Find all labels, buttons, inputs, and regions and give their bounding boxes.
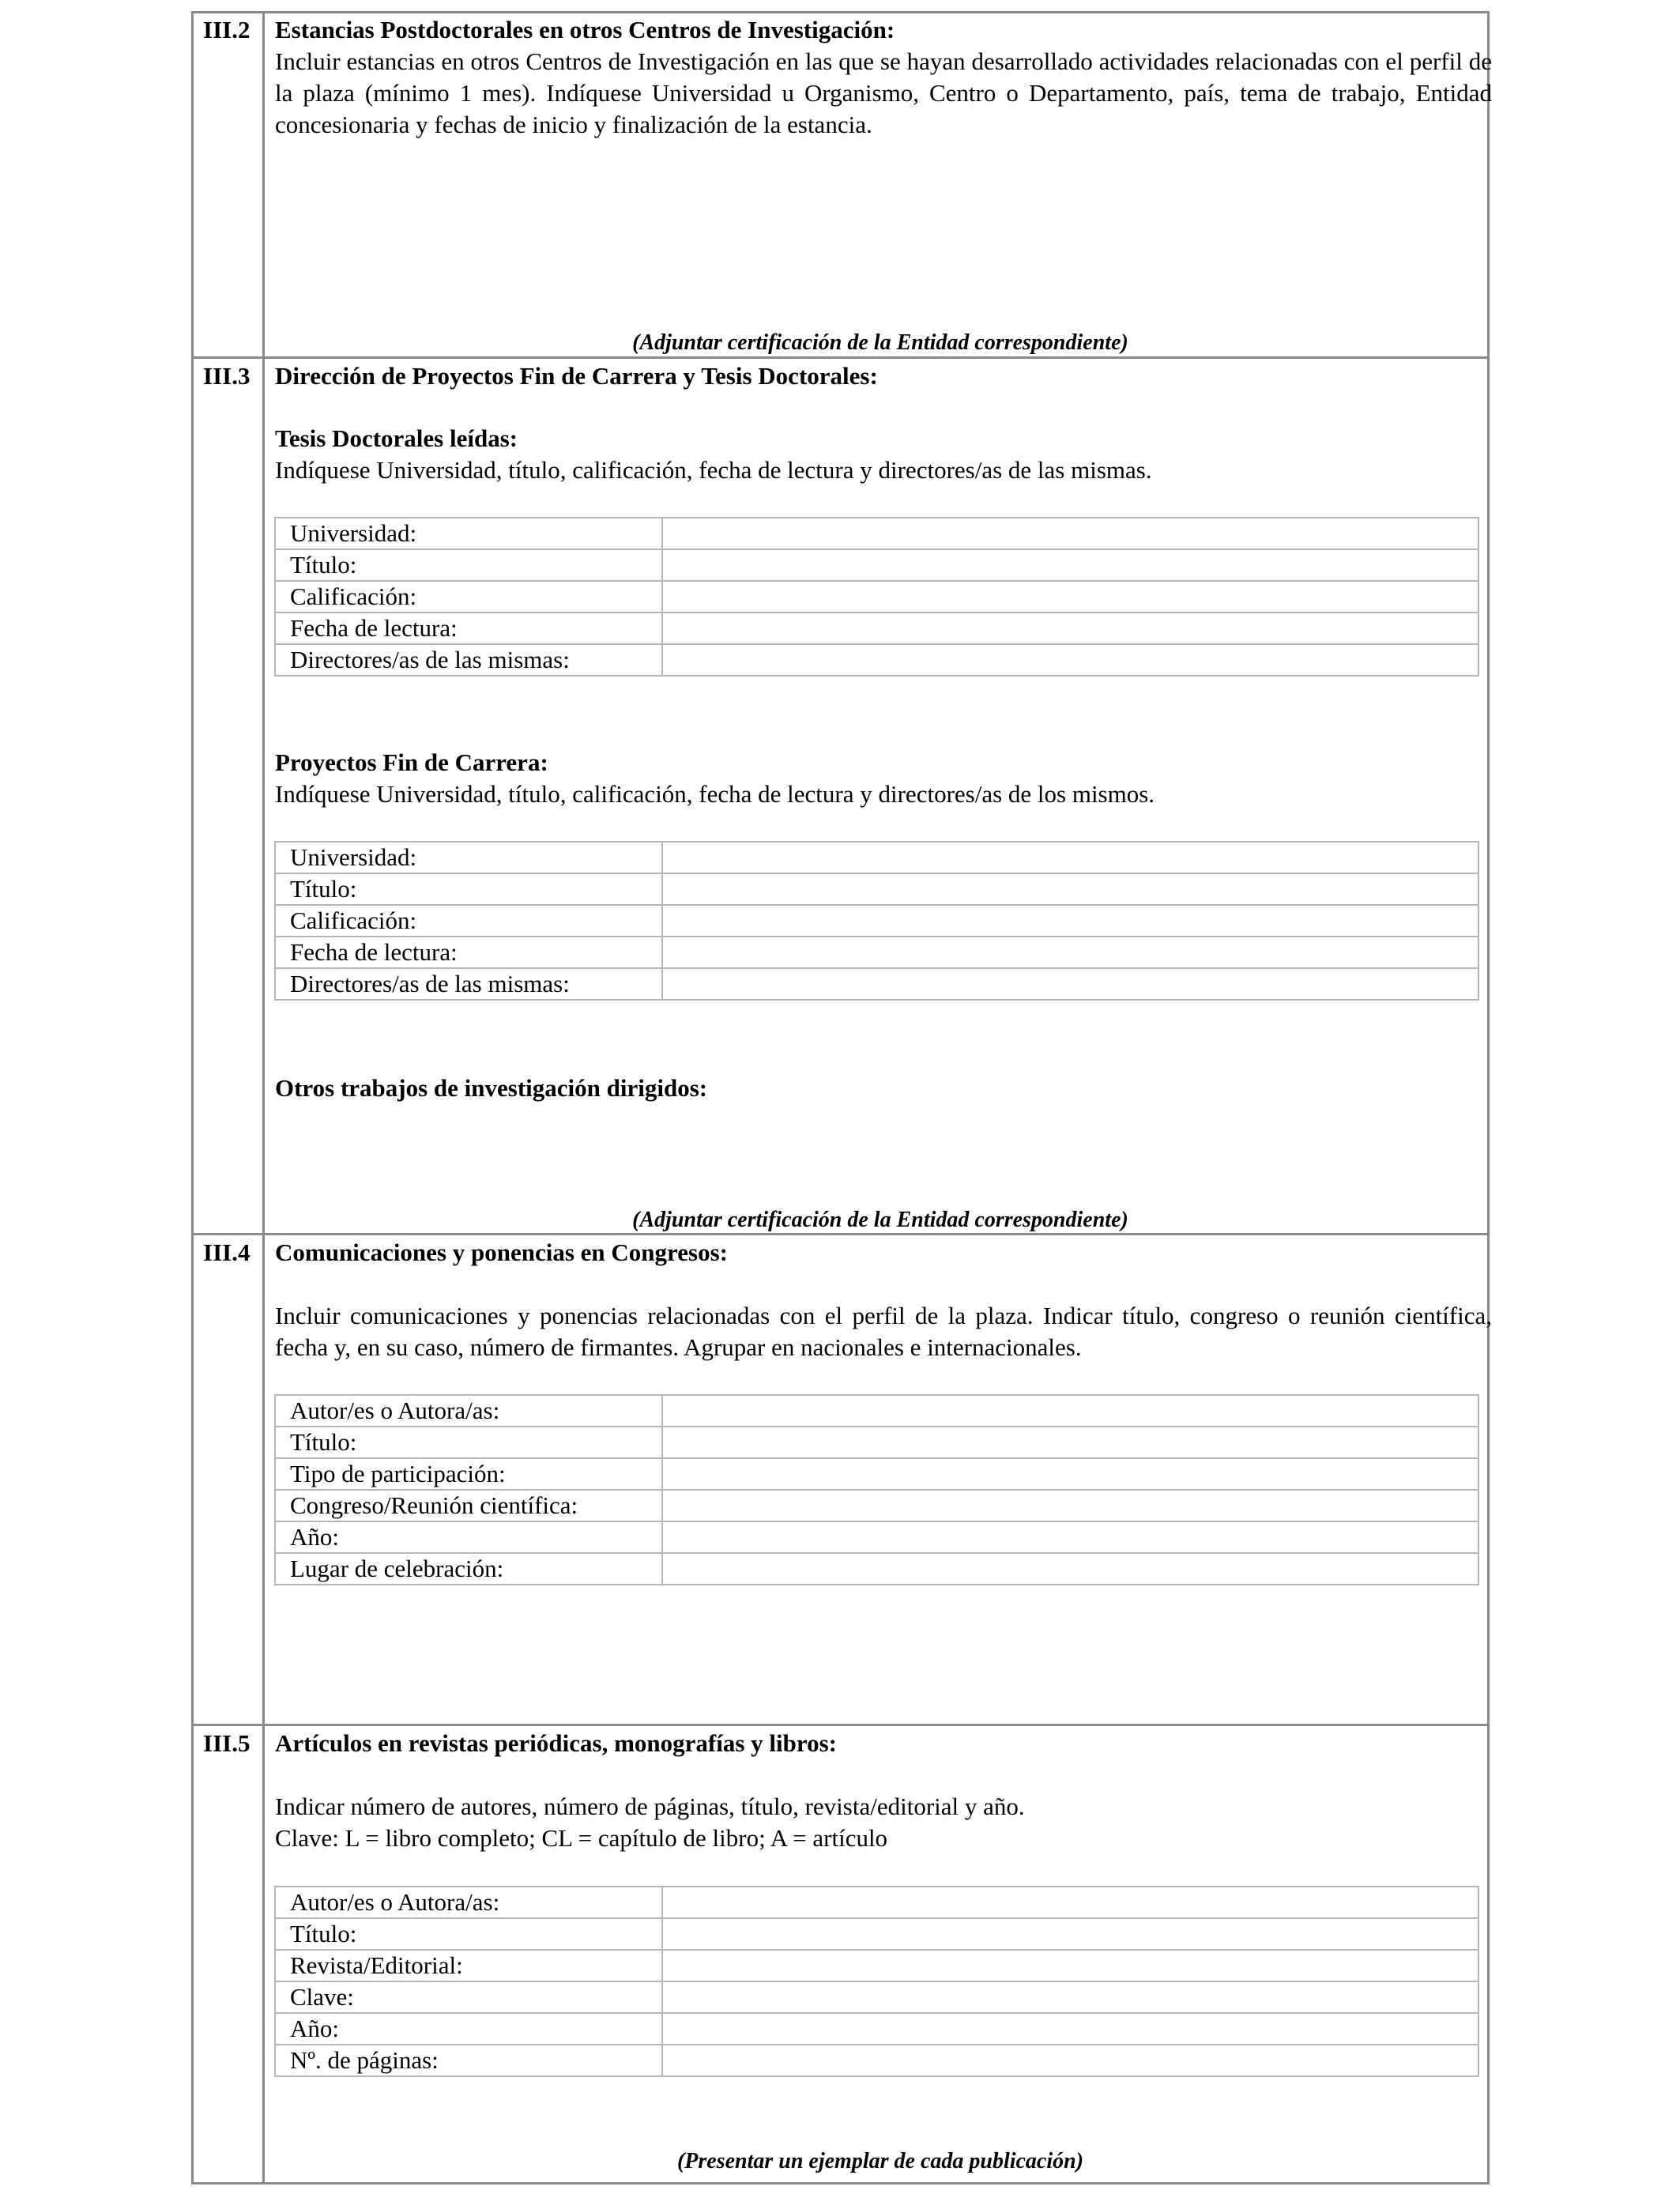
table-bottom-border [191,2182,1490,2185]
table-row [275,1490,1478,1521]
field-label: Universidad: [275,518,662,549]
field-value[interactable] [662,1918,1478,1950]
field-value[interactable] [662,1981,1478,2013]
table-row [275,1395,1478,1427]
section-iii2-description: Incluir estancias en otros Centros de Investigación en las que se hayan desarrollado actividades relacionadas con el perfil de la plaza (mínimo 1 mes). Indíquese Universidad u Organismo, Centro o Departamento, país, tema de trabajo, Entidad concesionaria y fechas de inicio y finalización de la estancia. [275,47,1492,138]
table-row [275,873,1478,905]
field-value[interactable] [662,1427,1478,1458]
proyectos-title: Proyectos Fin de Carrera: [275,748,548,776]
table-row [275,1458,1478,1490]
table-row [275,905,1478,937]
table-row [275,1950,1478,1981]
table-row [275,1521,1478,1553]
field-value[interactable] [662,1458,1478,1490]
section-iii5-header [275,1728,1492,1759]
section-iii2-body [275,14,1492,141]
field-label: Título: [275,549,662,581]
section-number-iii2: III.2 [203,16,250,43]
table-row [275,518,1478,549]
field-label: Título: [275,1427,662,1458]
field-label: Directores/as de las mismas: [275,968,662,1000]
section-iii3-title: Dirección de Proyectos Fin de Carrera y Tesis Doctorales: [275,362,878,390]
field-label: Directores/as de las mismas: [275,644,662,676]
table-row [275,842,1478,873]
otros-block [275,1072,1492,1104]
section-iii5-note: (Presentar un ejemplar de cada publicación) [676,2149,1084,2173]
field-label: Revista/Editorial: [275,1950,662,1981]
otros-title: Otros trabajos de investigación dirigidos: [275,1074,708,1102]
field-value[interactable] [662,905,1478,937]
field-value[interactable] [662,1521,1478,1553]
table-row [275,581,1478,613]
field-value[interactable] [662,2045,1478,2076]
table-row [275,1918,1478,1950]
field-label: Universidad: [275,842,662,873]
field-value[interactable] [662,968,1478,1000]
proyectos-description: Indíquese Universidad, título, calificación, fecha de lectura y directores/as de los mismos. [275,780,1155,808]
table-top-border [191,11,1490,13]
field-label: Congreso/Reunión científica: [275,1490,662,1521]
field-label: Clave: [275,1981,662,2013]
row-divider-iii5 [191,1724,1490,1726]
field-label: Autor/es o Autora/as: [275,1887,662,1918]
section-iii5-title: Artículos en revistas periódicas, monografías y libros: [275,1729,837,1757]
field-value[interactable] [662,873,1478,905]
tesis-title: Tesis Doctorales leídas: [275,424,518,452]
field-label: Título: [275,1918,662,1950]
section-number-iii3: III.3 [203,362,250,390]
field-value[interactable] [662,1490,1478,1521]
section-iii2-title: Estancias Postdoctorales en otros Centros de Investigación: [275,16,895,43]
field-label: Tipo de participación: [275,1458,662,1490]
table-row [275,937,1478,968]
table-row [275,1553,1478,1585]
field-label: Fecha de lectura: [275,937,662,968]
field-label: Año: [275,2013,662,2045]
table-left-border [191,11,194,2185]
field-value[interactable] [662,644,1478,676]
table-row [275,968,1478,1000]
field-value[interactable] [662,842,1478,873]
section-iii5-description-line1: Indicar número de autores, número de páginas, título, revista/editorial y año. [275,1793,1025,1820]
table-row [275,1981,1478,2013]
field-value[interactable] [662,549,1478,581]
articulos-table [274,1886,1479,2077]
field-value[interactable] [662,2013,1478,2045]
field-label: Autor/es o Autora/as: [275,1395,662,1427]
field-label: Título: [275,873,662,905]
table-row [275,549,1478,581]
comunicaciones-table [274,1394,1479,1585]
field-value[interactable] [662,1950,1478,1981]
section-number-iii5: III.5 [203,1729,250,1757]
tesis-table [274,517,1479,677]
field-value[interactable] [662,518,1478,549]
tesis-description: Indíquese Universidad, título, calificación, fecha de lectura y directores/as de las mismas. [275,456,1152,484]
table-row [275,2013,1478,2045]
section-iii5-description [275,1791,1492,1854]
section-iii3-header [275,360,1492,392]
field-value[interactable] [662,613,1478,644]
section-iii5-description-line2: Clave: L = libro completo; CL = capítulo de libro; A = artículo [275,1824,888,1852]
field-value[interactable] [662,581,1478,613]
section-iii4-description: Incluir comunicaciones y ponencias relacionadas con el perfil de la plaza. Indicar título, congreso o reunión científica, fecha y, en su caso, número de firmantes. Agrupar en nacionales e internacionales. [275,1302,1492,1361]
field-label: Fecha de lectura: [275,613,662,644]
table-row [275,613,1478,644]
field-value[interactable] [662,1553,1478,1585]
section-number-iii4: III.4 [203,1238,250,1266]
section-iii4-title: Comunicaciones y ponencias en Congresos: [275,1238,728,1266]
section-iii4-header [275,1237,1492,1269]
table-row [275,2045,1478,2076]
field-label: Año: [275,1521,662,1553]
table-row [275,1427,1478,1458]
field-value[interactable] [662,1887,1478,1918]
proyectos-block [275,747,1492,810]
field-label: Calificación: [275,581,662,613]
field-value[interactable] [662,937,1478,968]
table-row [275,1887,1478,1918]
section-iii2-note: (Adjuntar certificación de la Entidad correspondiente) [632,330,1128,355]
table-column-divider [262,11,265,2185]
tesis-block [275,423,1492,486]
field-label: Calificación: [275,905,662,937]
proyectos-table [274,841,1479,1001]
section-iii3-note: (Adjuntar certificación de la Entidad correspondiente) [632,1208,1128,1232]
field-label: Nº. de páginas: [275,2045,662,2076]
row-divider-iii3 [191,356,1490,359]
table-row [275,644,1478,676]
field-label: Lugar de celebración: [275,1553,662,1585]
field-value[interactable] [662,1395,1478,1427]
